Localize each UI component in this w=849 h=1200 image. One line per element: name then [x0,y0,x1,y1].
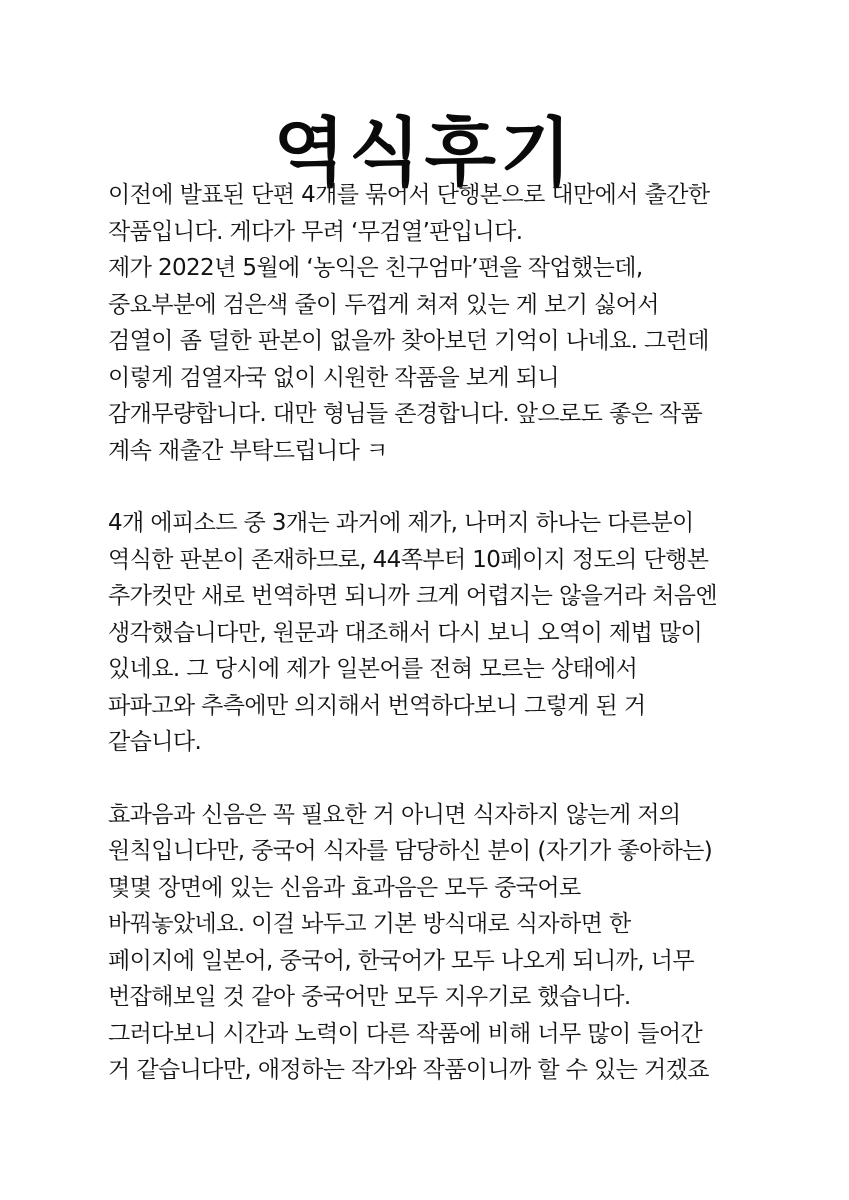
text-line: 제가 2022년 5월에 ‘농익은 친구엄마’편을 작업했는데, [108,255,643,281]
text-line: 몇몇 장면에 있는 신음과 효과음은 모두 중국어로 [108,874,581,901]
text-line: 페이지에 일본어, 중국어, 한국어가 모두 나오게 되니까, 너무 [108,947,694,974]
text-line: 추가컷만 새로 번역하면 되니까 크게 어렵지는 않을거라 처음엔 [108,583,718,609]
text-line: 감개무량합니다. 대만 형님들 존경합니다. 앞으로도 좋은 작품 [108,401,703,427]
paragraph-3 [108,797,808,1089]
text-line: 같습니다. [108,729,202,755]
text-line: 바꿔놓았네요. 이걸 놔두고 기본 방식대로 식자하면 한 [108,911,631,937]
text-line: 그러다보니 시간과 노력이 다른 작품에 비해 너무 많이 들어간 [108,1020,703,1047]
text-line: 이전에 발표된 단편 4개를 묶어서 단행본으로 대만에서 출간한 [108,182,710,208]
paragraph-2 [108,505,808,761]
text-line: 번잡해보일 것 같아 중국어만 모두 지우기로 했습니다. [108,984,631,1010]
page-title: 역식후기 [273,109,576,196]
text-line: 효과음과 신음은 꼭 필요한 거 아니면 식자하지 않는게 저의 [108,801,681,828]
paragraph-1 [108,177,808,469]
text-line: 계속 재출간 부탁드립니다 ㅋ [108,437,388,464]
text-line: 있네요. 그 당시에 제가 일본어를 전혀 모르는 상태에서 [108,656,638,682]
text-line: 검열이 좀 덜한 판본이 없을까 찾아보던 기억이 나네요. 그런데 [108,328,709,354]
text-line: 역식한 판본이 존재하므로, 44쪽부터 10페이지 정도의 단행본 [108,546,709,573]
text-line: 파파고와 추측에만 의지해서 번역하다보니 그렇게 된 거 [108,692,646,719]
text-line: 거 같습니다만, 애정하는 작가와 작품이니까 할 수 있는 거겠죠 [108,1057,709,1083]
text-line: 4개 에피소드 중 3개는 과거에 제가, 나머지 하나는 다른분이 [108,510,694,536]
text-line: 이렇게 검열자국 없이 시원한 작품을 보게 되니 [108,364,560,391]
text-line: 원칙입니다만, 중국어 식자를 담당하신 분이 (자기가 좋아하는) [108,838,713,864]
text-line: 중요부분에 검은색 줄이 두껍게 쳐져 있는 게 보기 싫어서 [108,291,659,318]
text-line: 작품입니다. 게다가 무려 ‘무검열’판입니다. [108,218,523,245]
afterword-body [108,177,808,1089]
text-line: 생각했습니다만, 원문과 대조해서 다시 보니 오역이 제법 많이 [108,619,703,646]
